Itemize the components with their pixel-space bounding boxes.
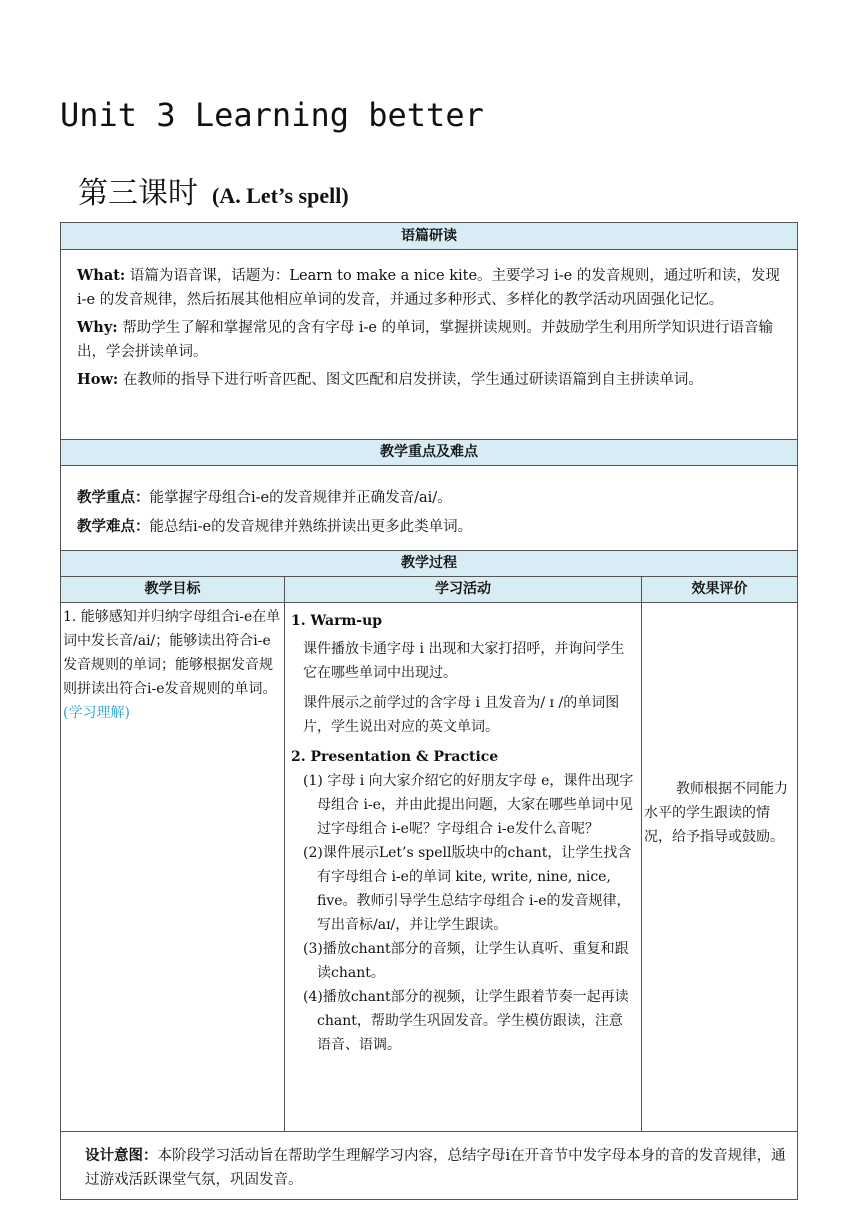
key-points-body (61, 466, 797, 539)
how-paragraph (77, 368, 789, 392)
evaluation-column (642, 577, 797, 1131)
text-analysis-body (61, 250, 797, 392)
text-analysis-header: 语篇研读 (61, 223, 797, 250)
what-paragraph (77, 264, 789, 312)
key-point-paragraph (77, 486, 789, 510)
warmup-paragraph-2: 课件展示之前学过的含字母 i 且发音为/ ɪ /的单词图片，学生说出对应的英文单词。 (303, 695, 620, 735)
practice-step-2: (2)课件展示Let’s spell版块中的chant，让学生找含有字母组合 i-e的单词 kite, write, nine, nice, five。教师引导学生总结字母组合 i-e的发音规律，写出音标/aɪ/，并让学生跟读。 (303, 845, 632, 933)
what-label: What: (77, 267, 126, 284)
lesson-title-text: 第三课时 (78, 176, 198, 211)
design-intent-text: 本阶段学习活动旨在帮助学生理解学习内容，总结字母i在开音节中发字母本身的音的发音规律，通过游戏活跃课堂气氛，巩固发音。 (85, 1148, 786, 1188)
practice-step-3: (3)播放chant部分的音频，让学生认真听、重复和跟读chant。 (303, 941, 629, 981)
how-text: 在教师的指导下进行听音匹配、图文匹配和启发拼读，学生通过研读语篇到自主拼读单词。 (118, 372, 703, 388)
key-point-label: 教学重点： (77, 489, 150, 506)
key-points-header: 教学重点及难点 (61, 440, 797, 466)
design-intent-body (61, 1132, 797, 1192)
why-label: Why: (77, 319, 118, 336)
unit-title: Unit 3 Learning better (60, 96, 484, 134)
objective-text: 1. 能够感知并归纳字母组合i-e在单词中发长音/ai/；能够读出符合i-e发音规则的单词；能够根据发音规则拼读出符合i-e发音规则的单词。 (63, 609, 281, 697)
evaluation-text: 教师根据不同能力水平的学生跟读的情况，给予指导或鼓励。 (644, 781, 788, 845)
why-paragraph (77, 316, 789, 364)
practice-step-4: (4)播放chant部分的视频，让学生跟着节奏一起再读chant，帮助学生巩固发音。学生模仿跟读，注意语音、语调。 (303, 989, 629, 1053)
practice-title: 2. Presentation & Practice (291, 749, 499, 765)
teaching-process-section (60, 550, 798, 1132)
how-label: How: (77, 371, 119, 388)
activity-cell (285, 603, 641, 1057)
objective-tag: (学习理解) (63, 705, 130, 721)
practice-step-1: (1) 字母 i 向大家介绍它的好朋友字母 e，课件出现字母组合 i-e，并由此提出问题，大家在哪些单词中见过字母组合 i-e呢？字母组合 i-e发什么音呢？ (303, 773, 634, 837)
teaching-process-header: 教学过程 (61, 551, 797, 577)
warmup-title: 1. Warm-up (291, 613, 383, 629)
key-points-section (60, 439, 798, 551)
what-text: 语篇为语音课，话题为：Learn to make a nice kite。主要学习 i-e 的发音规则，通过听和读，发现 i-e 的发音规律，然后拓展其他相应单词的发音，并通过多种形式、多样化的教学活动巩固强化记忆。 (77, 268, 780, 308)
design-intent-label: 设计意图： (85, 1147, 158, 1164)
process-columns (61, 577, 797, 1131)
lesson-subtitle: (A. Let’s spell) (212, 183, 349, 208)
objective-column-header: 教学目标 (61, 577, 284, 603)
difficulty-paragraph (77, 515, 789, 539)
activity-column-header: 学习活动 (285, 577, 641, 603)
warmup-paragraph-1: 课件播放卡通字母 i 出现和大家打招呼，并询问学生它在哪些单词中出现过。 (303, 641, 625, 681)
difficulty-label: 教学难点： (77, 518, 150, 535)
key-point-text: 能掌握字母组合i-e的发音规律并正确发音/ai/。 (149, 490, 452, 506)
why-text: 帮助学生了解和掌握常见的含有字母 i-e 的单词，掌握拼读规则。并鼓励学生利用所学知识进行语音输出，学会拼读单词。 (77, 320, 774, 360)
activity-column (285, 577, 642, 1131)
design-intent-paragraph (85, 1144, 789, 1192)
lesson-title (78, 168, 349, 212)
design-intent-section (60, 1131, 798, 1200)
objective-cell (61, 603, 284, 725)
objective-column (61, 577, 285, 1131)
evaluation-column-header: 效果评价 (642, 577, 797, 603)
difficulty-text: 能总结i-e的发音规律并熟练拼读出更多此类单词。 (149, 519, 473, 535)
text-analysis-section (60, 222, 798, 440)
